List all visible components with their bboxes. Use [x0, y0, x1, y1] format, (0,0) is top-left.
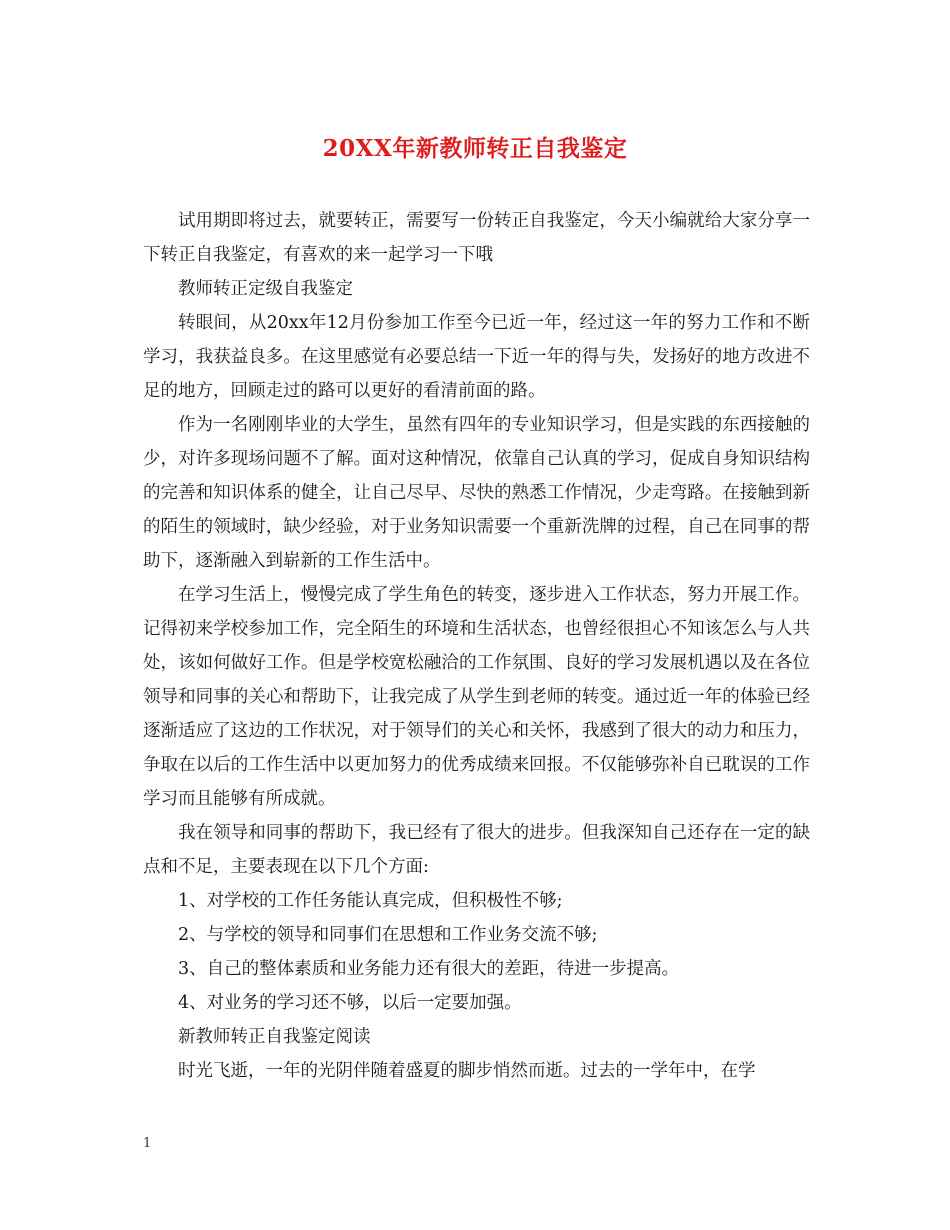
body-paragraph: 时光飞逝，一年的光阴伴随着盛夏的脚步悄然而逝。过去的一学年中，在学 — [178, 1061, 756, 1081]
list-item: 1、对学校的工作任务能认真完成，但积极性不够; — [178, 891, 563, 911]
list-item: 4、对业务的学习还不够，以后一定要加强。 — [178, 993, 522, 1013]
body-paragraph: 在学习生活上，慢慢完成了学生角色的转变，逐步进入工作状态，努力开展工作。 记得初来学校参加工作，完全陌生的环境和生活状态，也曾经很担心不知该怎么与人共处，该如何做好工作。但是学校宽松融洽的工作氛围、良好的学习发展机遇以及在各位领导和同事的关心和帮助下，让我完成了从学生到老师的转变。通过近一年的体验已经逐渐适应了这边的工作状况，对于领导们的关心和关怀，我感到了很大的动力和压力，争取在以后的工作生活中以更加努力的优秀成绩来回报。不仅能够弥补自已耽误的工作学习而且能够有所成就。 — [143, 585, 810, 809]
list-item: 2、与学校的领导和同事们在思想和工作业务交流不够; — [178, 925, 598, 945]
intro-paragraph: 试用期即将过去，就要转正，需要写一份转正自我鉴定，今天小编就给大家分享一下转正自我鉴定，有喜欢的来一起学习一下哦 — [143, 211, 810, 265]
page-number: 1 — [143, 1136, 152, 1151]
section-heading-reading: 新教师转正自我鉴定阅读 — [178, 1027, 371, 1047]
body-paragraph: 转眼间，从20xx年12月份参加工作至今已近一年，经过这一年的努力工作和不断学习，我获益良多。在这里感觉有必要总结一下近一年的得与失，发扬好的地方改进不足的地方，回顾走过的路可以更好的看清前面的路。 — [143, 313, 810, 401]
body-paragraph: 我在领导和同事的帮助下，我已经有了很大的进步。但我深知自己还存在一定的缺点和不足，主要表现在以下几个方面: — [143, 823, 810, 877]
section-heading-teacher-appraisal: 教师转正定级自我鉴定 — [178, 279, 353, 299]
document-title: 20XX年新教师转正自我鉴定 — [322, 135, 628, 162]
body-paragraph: 作为一名刚刚毕业的大学生，虽然有四年的专业知识学习，但是实践的东西接触的少，对许多现场问题不了解。面对这种情况，依靠自己认真的学习，促成自身知识结构的完善和知识体系的健全，让自己尽早、尽快的熟悉工作情况，少走弯路。在接触到新的陌生的领域时，缺少经验，对于业务知识需要一个重新洗牌的过程，自己在同事的帮助下，逐渐融入到崭新的工作生活中。 — [143, 415, 810, 571]
list-item: 3、自己的整体素质和业务能力还有很大的差距，待进一步提高。 — [178, 959, 680, 979]
document-body — [143, 204, 810, 1088]
